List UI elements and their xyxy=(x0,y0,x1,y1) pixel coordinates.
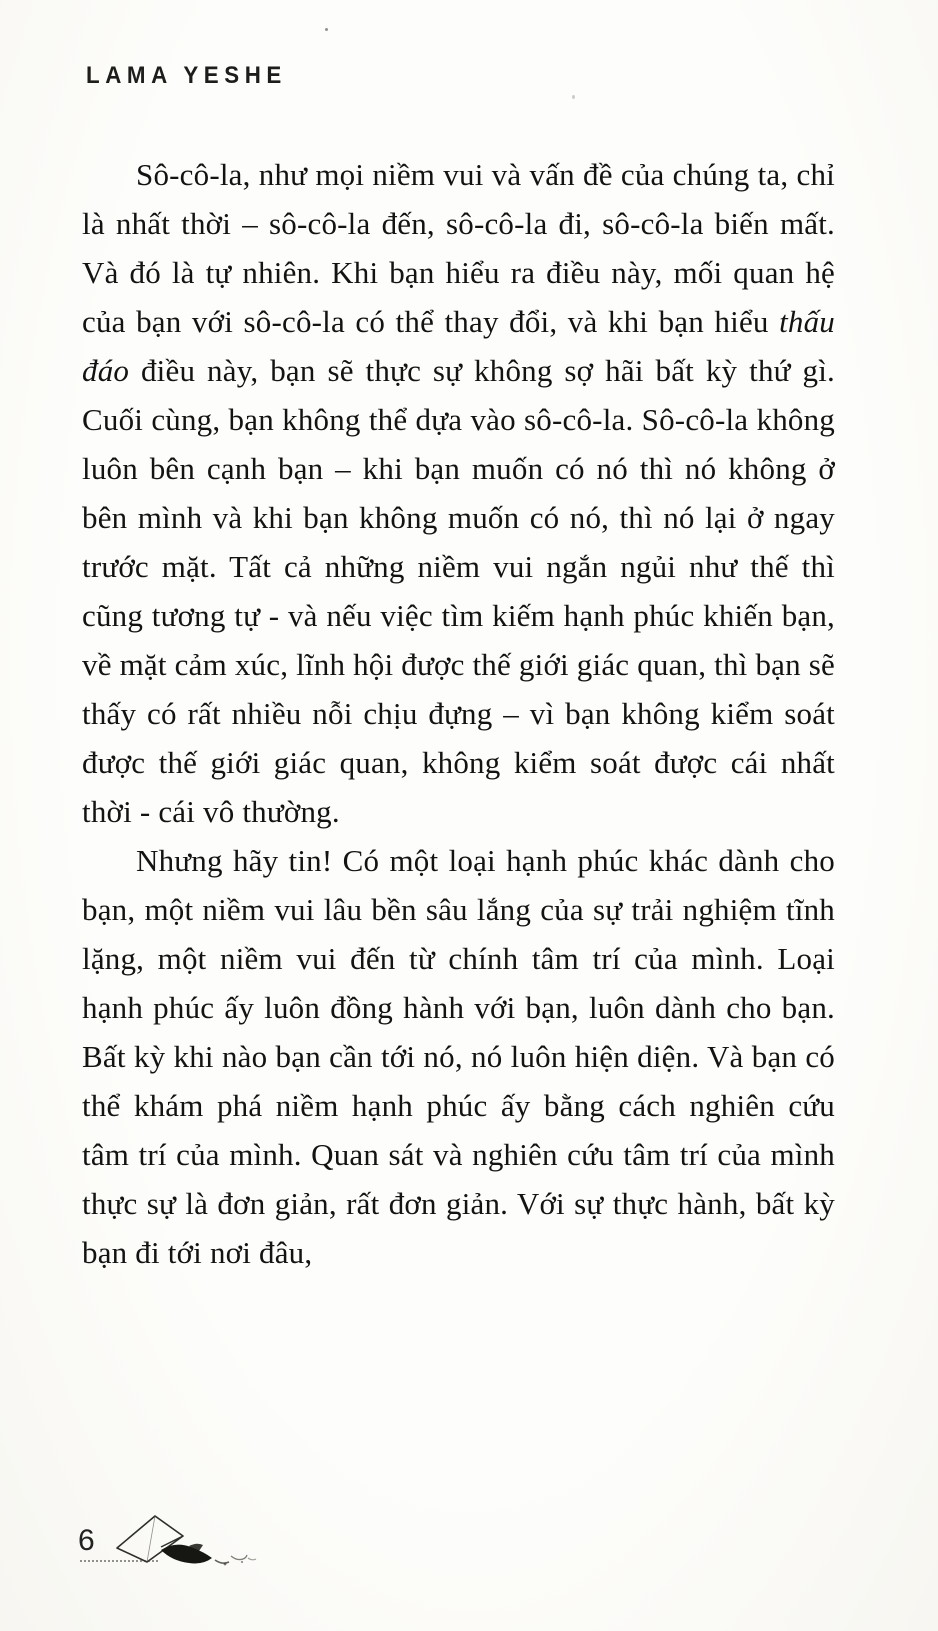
print-smudge xyxy=(80,1558,158,1562)
body-text xyxy=(82,150,835,1277)
ink-sketch-ornament-icon xyxy=(103,1512,273,1578)
paragraph-1-text-before-italic: Sô-cô-la, như mọi niềm vui và vấn đề của chúng ta, chỉ là nhất thời – sô-cô-la đến, sô-cô-la đi, sô-cô-la biến mất. Và đó là tự nhiên. Khi bạn hiểu ra điều này, mối quan hệ của bạn với sô-cô-la có thể thay đổi, và khi bạn hiểu xyxy=(82,157,835,339)
paragraph-2 xyxy=(82,836,835,1277)
scan-speck xyxy=(325,28,328,31)
running-header-author: LAMA YESHE xyxy=(86,62,287,89)
paragraph-1-text-after-italic: điều này, bạn sẽ thực sự không sợ hãi bất kỳ thứ gì. Cuối cùng, bạn không thể dựa vào sô-cô-la. Sô-cô-la không luôn bên cạnh bạn – khi bạn muốn có nó thì nó không ở bên mình và khi bạn không muốn có nó, thì nó lại ở ngay trước mặt. Tất cả những niềm vui ngắn ngủi như thế thì cũng tương tự - và nếu việc tìm kiếm hạnh phúc khiến bạn, về mặt cảm xúc, lĩnh hội được thế giới giác quan, thì bạn sẽ thấy có rất nhiều nỗi chịu đựng – vì bạn không kiểm soát được thế giới giác quan, không kiểm soát được cái nhất thời - cái vô thường. xyxy=(82,353,835,829)
paragraph-2-text: Nhưng hãy tin! Có một loại hạnh phúc khác dành cho bạn, một niềm vui lâu bền sâu lắng của sự trải nghiệm tĩnh lặng, một niềm vui đến từ chính tâm trí của mình. Loại hạnh phúc ấy luôn đồng hành với bạn, luôn dành cho bạn. Bất kỳ khi nào bạn cần tới nó, nó luôn hiện diện. Và bạn có thể khám phá niềm hạnh phúc ấy bằng cách nghiên cứu tâm trí của mình. Quan sát và nghiên cứu tâm trí của mình thực sự là đơn giản, rất đơn giản. Với sự thực hành, bất kỳ bạn đi tới nơi đâu, xyxy=(82,843,835,1270)
page-number: 6 xyxy=(78,1524,95,1557)
paragraph-1 xyxy=(82,150,835,836)
scan-speck xyxy=(572,95,575,99)
page-footer xyxy=(78,1512,273,1582)
paragraph-1-italic-phrase: thấu đáo xyxy=(82,304,835,388)
